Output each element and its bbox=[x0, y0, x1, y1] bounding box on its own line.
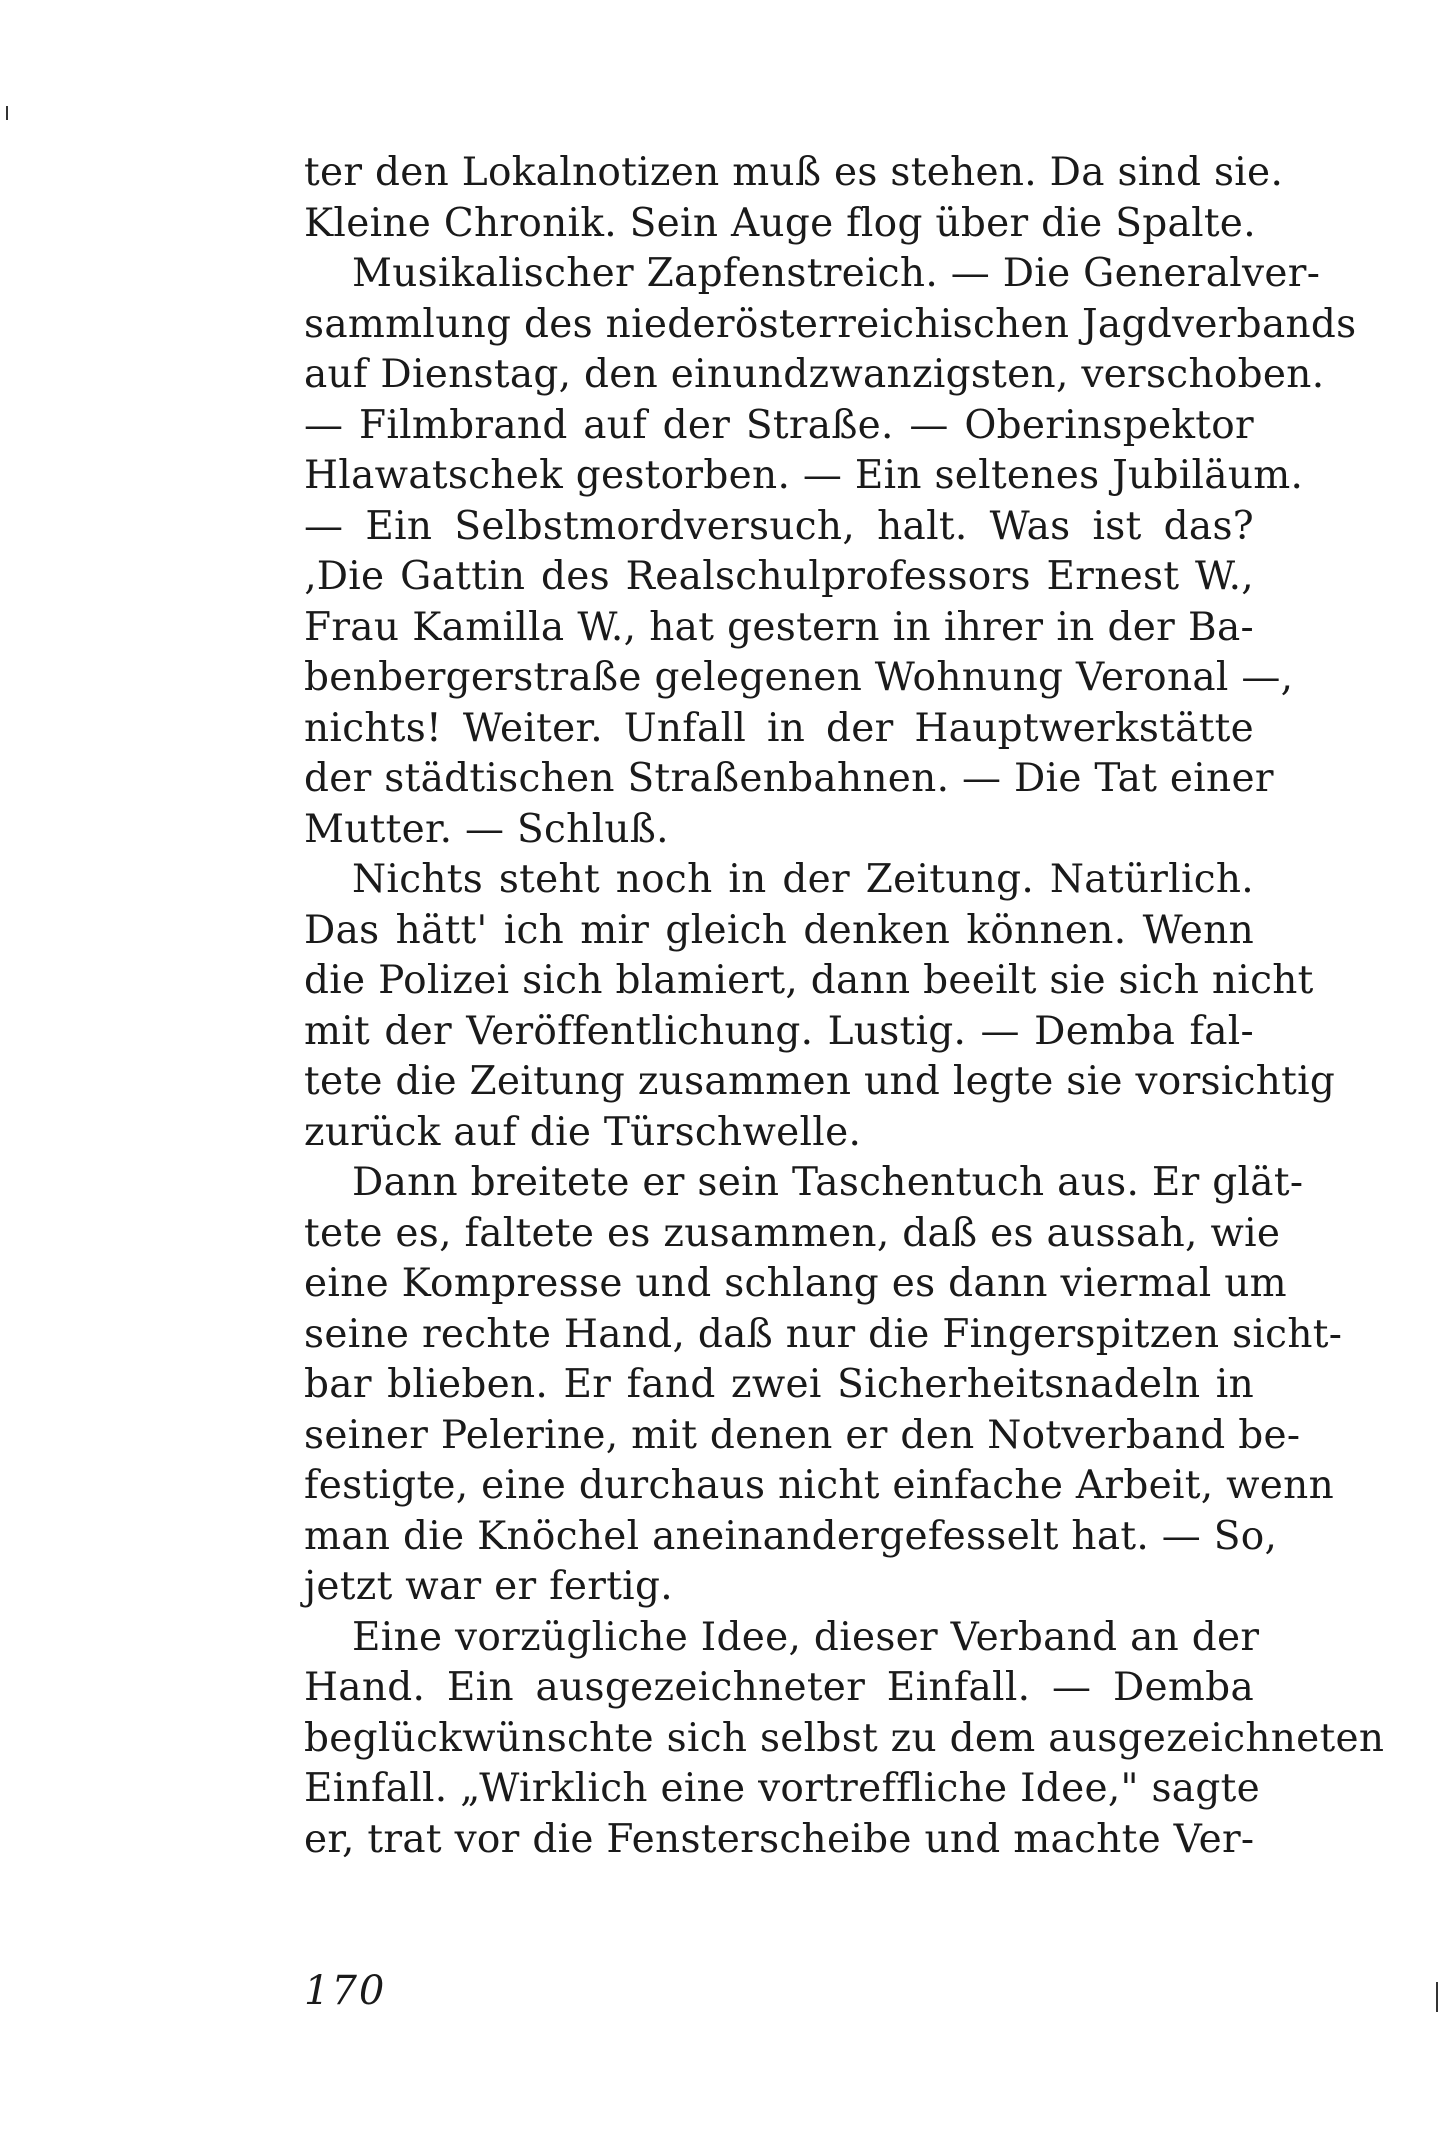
text-line: ‚Die Gattin des Realschulprofessors Ernest W., bbox=[304, 554, 1254, 599]
text-line: auf Dienstag, den einundzwanzigsten, verschoben. bbox=[304, 352, 1325, 397]
text-line: die Polizei sich blamiert, dann beeilt sie sich nicht bbox=[304, 958, 1314, 1003]
text-line: seine rechte Hand, daß nur die Fingerspitzen sicht- bbox=[304, 1311, 1343, 1357]
text-line: benbergerstraße gelegenen Wohnung Veronal —, bbox=[304, 655, 1294, 700]
scan-edge-mark-left bbox=[6, 106, 8, 120]
text-line: bar blieben. Er fand zwei Sicherheitsnadeln in bbox=[304, 1362, 1254, 1407]
text-line: jetzt war er fertig. bbox=[304, 1564, 673, 1609]
text-line: mit der Veröffentlichung. Lustig. — Demba fal- bbox=[304, 1008, 1254, 1054]
text-line: Das hätt' ich mir gleich denken können. Wenn bbox=[304, 907, 1254, 953]
text-line: Mutter. — Schluß. bbox=[304, 806, 669, 852]
text-line: — Ein Selbstmordversuch, halt. Was ist das? bbox=[304, 503, 1254, 549]
text-line: — Filmbrand auf der Straße. — Oberinspektor bbox=[304, 402, 1254, 448]
text-line: der städtischen Straßenbahnen. — Die Tat einer bbox=[304, 756, 1274, 801]
text-line: festigte, eine durchaus nicht einfache Arbeit, wenn bbox=[304, 1463, 1335, 1508]
text-line: man die Knöchel aneinandergefesselt hat. — So, bbox=[304, 1513, 1278, 1559]
text-line: Hand. Ein ausgezeichneter Einfall. — Demba bbox=[304, 1665, 1254, 1710]
text-line: sammlung des niederösterreichischen Jagdverbands bbox=[304, 301, 1357, 347]
text-line: ter den Lokalnotizen muß es stehen. Da sind sie. bbox=[304, 150, 1284, 195]
text-line: Hlawatschek gestorben. — Ein seltenes Jubiläum. bbox=[304, 453, 1304, 498]
page-number: 170 bbox=[304, 1968, 387, 2014]
text-line: beglückwünschte sich selbst zu dem ausgezeichneten bbox=[304, 1715, 1385, 1761]
text-line: tete es, faltete es zusammen, daß es aussah, wie bbox=[304, 1210, 1281, 1256]
text-line: Musikalischer Zapfenstreich. — Die Generalver- bbox=[352, 251, 1321, 296]
text-line: Eine vorzügliche Idee, dieser Verband an der bbox=[352, 1614, 1260, 1660]
text-line: seiner Pelerine, mit denen er den Notverband be- bbox=[304, 1412, 1301, 1458]
text-line: zurück auf die Türschwelle. bbox=[304, 1109, 862, 1155]
text-line: er, trat vor die Fensterscheibe und machte Ver- bbox=[304, 1816, 1255, 1862]
body-text bbox=[304, 148, 1385, 1865]
text-line: Kleine Chronik. Sein Auge flog über die Spalte. bbox=[304, 200, 1256, 246]
text-line: nichts! Weiter. Unfall in der Hauptwerkstätte bbox=[304, 705, 1254, 751]
text-line: Einfall. „Wirklich eine vortreffliche Idee," sagte bbox=[304, 1766, 1260, 1811]
text-line: Frau Kamilla W., hat gestern in ihrer in der Ba- bbox=[304, 604, 1254, 650]
text-line: tete die Zeitung zusammen und legte sie vorsichtig bbox=[304, 1059, 1336, 1104]
text-line: eine Kompresse und schlang es dann viermal um bbox=[304, 1261, 1287, 1306]
scan-edge-mark-right bbox=[1436, 1982, 1438, 2012]
text-line: Dann breitete er sein Taschentuch aus. Er glät- bbox=[352, 1160, 1304, 1205]
text-line: Nichts steht noch in der Zeitung. Natürlich. bbox=[352, 857, 1254, 902]
